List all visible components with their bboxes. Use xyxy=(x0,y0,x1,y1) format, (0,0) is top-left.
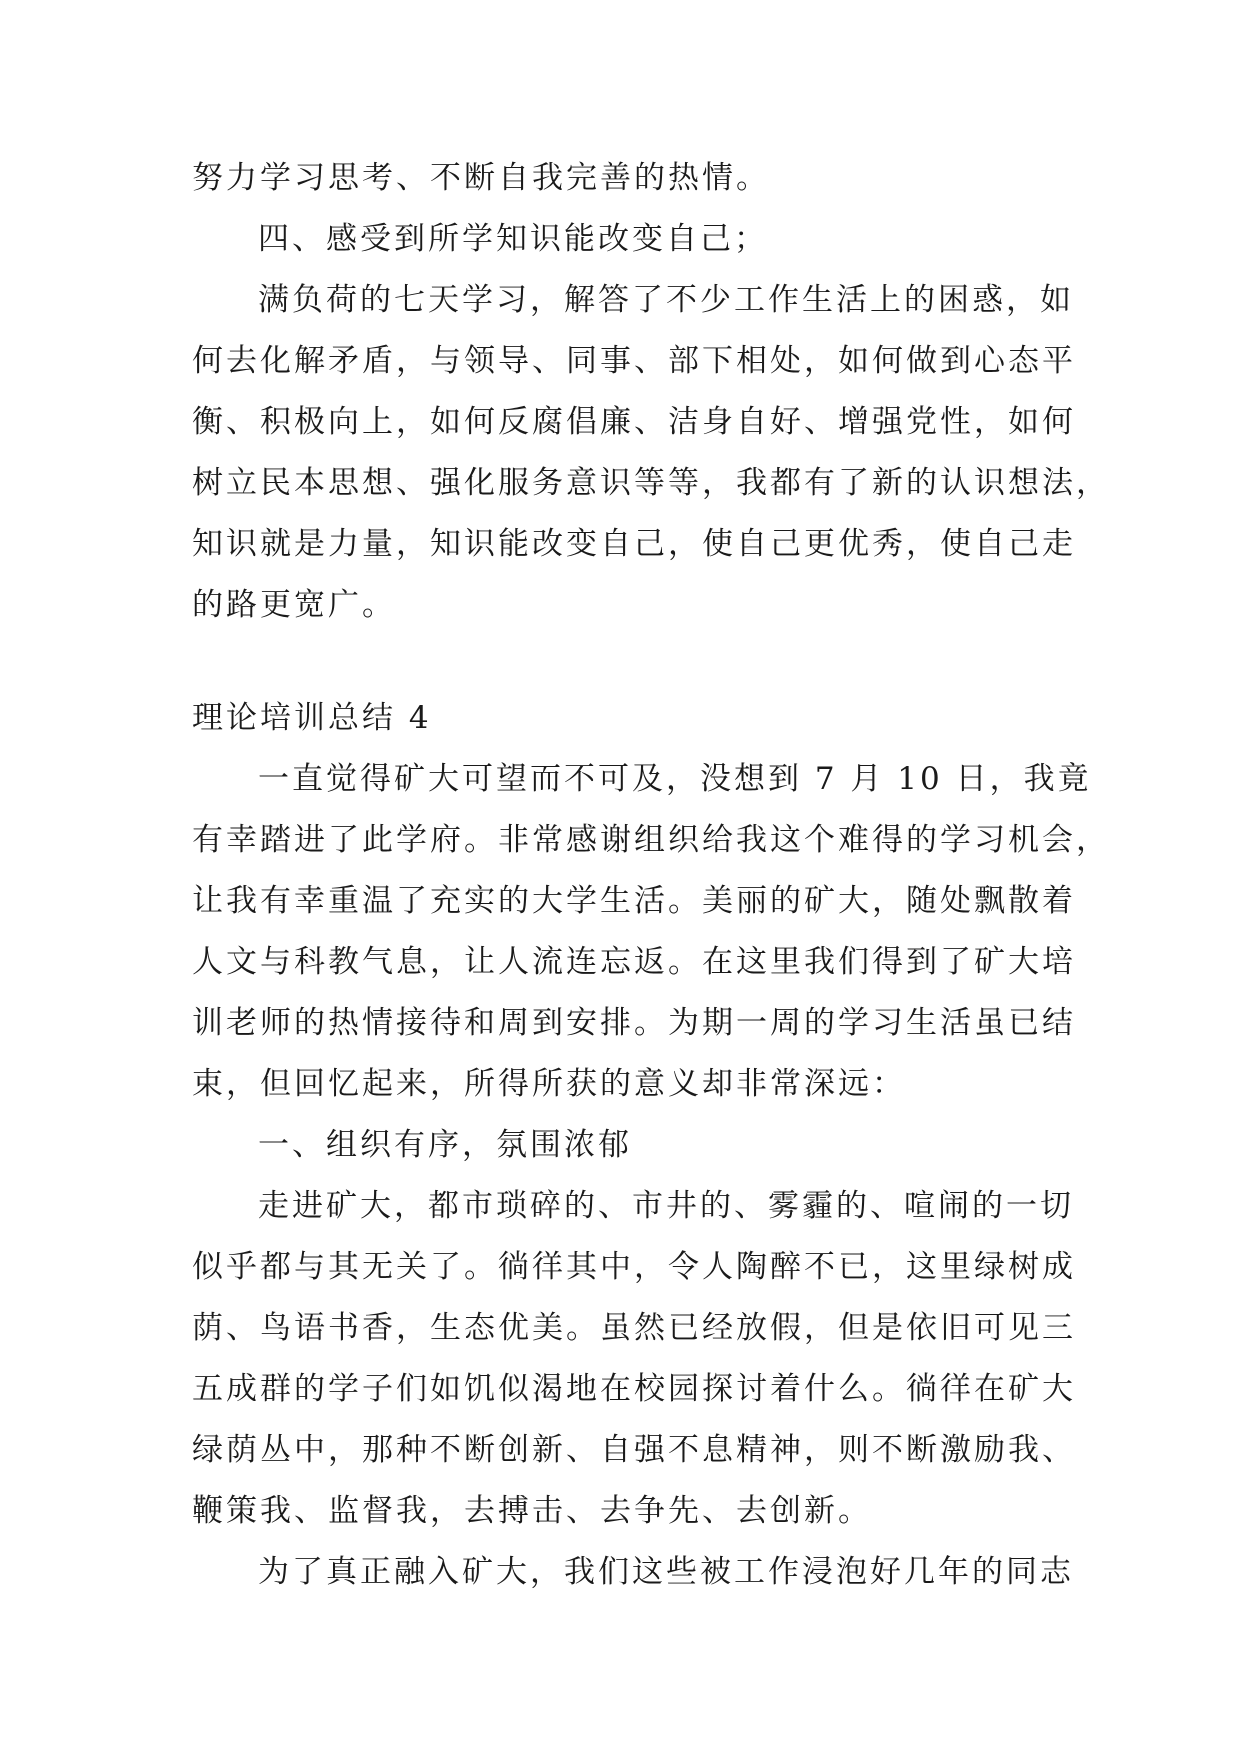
paragraph-line: 的路更宽广。 xyxy=(192,587,396,623)
paragraph-line: 走进矿大，都市琐碎的、市井的、雾霾的、喧闹的一切 xyxy=(258,1188,1074,1224)
document-title: 理论培训总结 4 xyxy=(192,700,432,736)
section-heading-4: 四、感受到所学知识能改变自己； xyxy=(258,221,768,257)
body-line: 努力学习思考、不断自我完善的热情。 xyxy=(192,160,770,196)
paragraph-line: 树立民本思想、强化服务意识等等，我都有了新的认识想法， xyxy=(192,465,1110,501)
paragraph-line: 荫、鸟语书香，生态优美。虽然已经放假，但是依旧可见三 xyxy=(192,1310,1076,1346)
paragraph-line: 人文与科教气息，让人流连忘返。在这里我们得到了矿大培 xyxy=(192,944,1076,980)
paragraph-line: 让我有幸重温了充实的大学生活。美丽的矿大，随处飘散着 xyxy=(192,883,1076,919)
paragraph-line: 满负荷的七天学习，解答了不少工作生活上的困惑，如 xyxy=(258,282,1074,318)
paragraph-line: 衡、积极向上，如何反腐倡廉、洁身自好、增强党性，如何 xyxy=(192,404,1076,440)
paragraph-line: 鞭策我、监督我，去搏击、去争先、去创新。 xyxy=(192,1493,872,1529)
paragraph-line: 有幸踏进了此学府。非常感谢组织给我这个难得的学习机会， xyxy=(192,822,1110,858)
section-heading-1: 一、组织有序，氛围浓郁 xyxy=(258,1127,632,1163)
paragraph-line: 知识就是力量，知识能改变自己，使自己更优秀，使自己走 xyxy=(192,526,1076,562)
paragraph-line: 绿荫丛中，那种不断创新、自强不息精神，则不断激励我、 xyxy=(192,1432,1076,1468)
paragraph-line: 一直觉得矿大可望而不可及，没想到 7 月 10 日，我竟 xyxy=(258,761,1092,797)
paragraph-line: 为了真正融入矿大，我们这些被工作浸泡好几年的同志 xyxy=(258,1554,1074,1590)
paragraph-line: 束，但回忆起来，所得所获的意义却非常深远： xyxy=(192,1066,906,1102)
paragraph-line: 何去化解矛盾，与领导、同事、部下相处，如何做到心态平 xyxy=(192,343,1076,379)
paragraph-line: 五成群的学子们如饥似渴地在校园探讨着什么。徜徉在矿大 xyxy=(192,1371,1076,1407)
paragraph-line: 训老师的热情接待和周到安排。为期一周的学习生活虽已结 xyxy=(192,1005,1076,1041)
paragraph-line: 似乎都与其无关了。徜徉其中，令人陶醉不已，这里绿树成 xyxy=(192,1249,1076,1285)
